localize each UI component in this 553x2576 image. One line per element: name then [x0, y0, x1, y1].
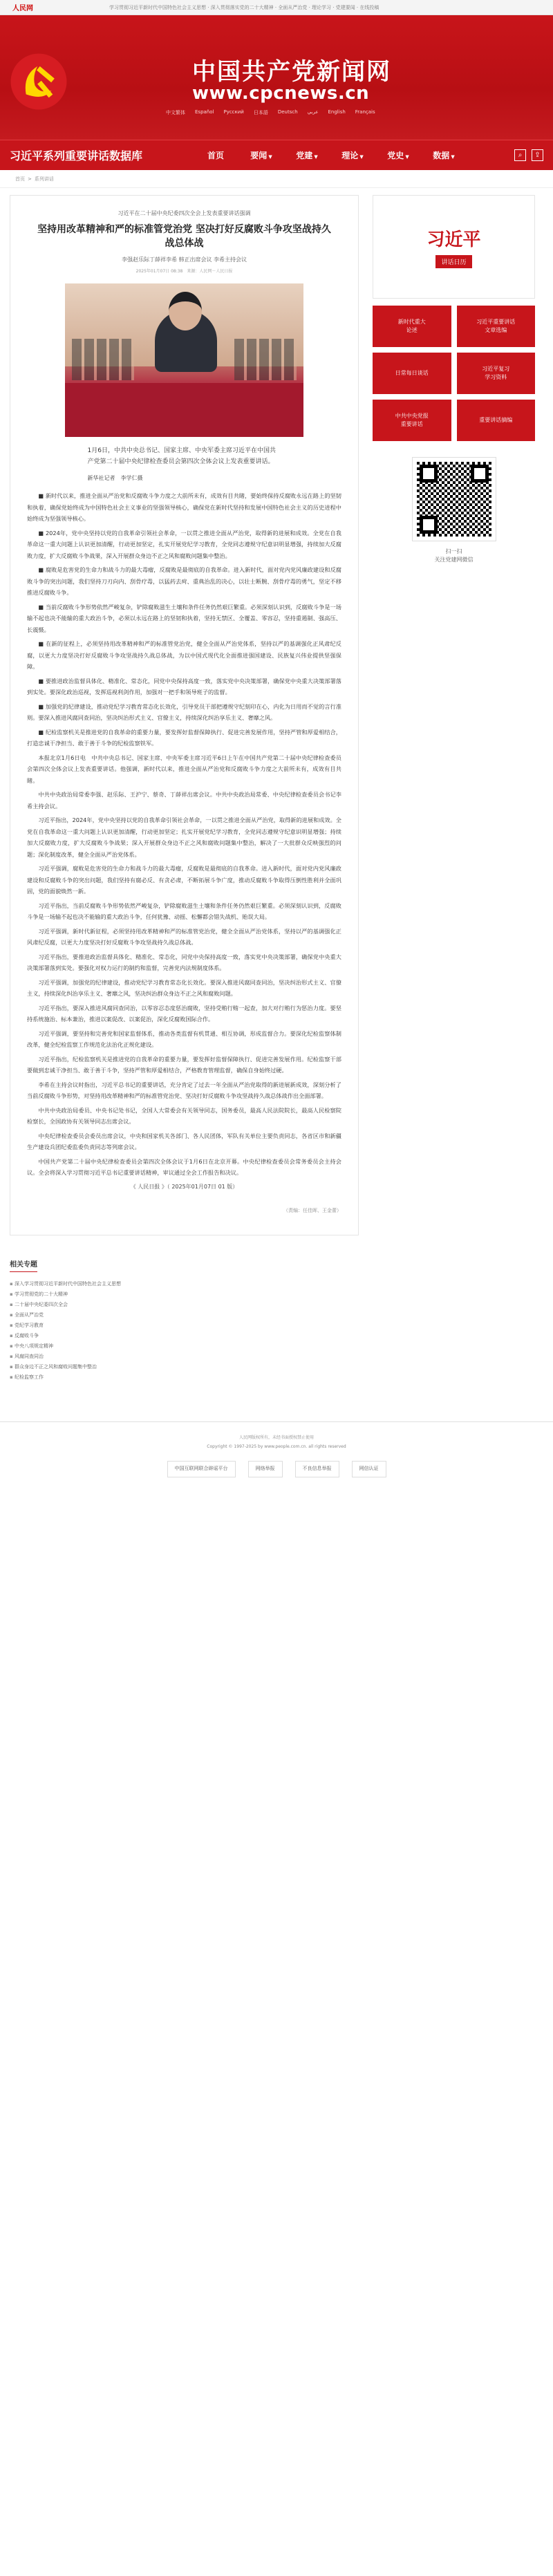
- related-title: 相关专题: [10, 1258, 37, 1272]
- language-link[interactable]: English: [328, 109, 346, 115]
- sidebar-tile[interactable]: 新时代重大 论述: [373, 306, 451, 347]
- chevron-down-icon: ▼: [451, 154, 455, 160]
- footer: [0, 1421, 553, 1488]
- breadcrumb-separator: >: [28, 176, 32, 182]
- sidebar: [373, 195, 535, 1235]
- article-paragraph: 习近平指出，2024年，党中央坚持以党的自我革命引领社会革命，一以贯之推进全面从严治党，取得新的进展和成效。全党在自我革命这一重大问题上认识更加清醒，行动更加坚定；扎实开展党纪学习教育，全党同志遵规守纪意识明显增强；持续加大反腐败力度，扩大反腐败斗争战果；深入开展群众身边不正之风和腐败问题集中整治，解决了一大批群众反映强烈的问题；深化制度改革，健全全面从严治党体系。: [27, 816, 341, 858]
- photo-caption: 1月6日，中共中央总书记、国家主席、中央军委主席习近平在中国共产党第二十届中央纪律检查委员会第四次全体会议上发表重要讲话。: [87, 447, 276, 465]
- nav-item-history[interactable]: 党史 ▼: [387, 151, 409, 160]
- language-link[interactable]: 日本語: [253, 110, 268, 115]
- language-link[interactable]: Français: [355, 109, 375, 115]
- article-headline: 坚持用改革精神和严的标准管党治党 坚决打好反腐败斗争攻坚战持久战总体战: [37, 224, 331, 249]
- language-link[interactable]: Русский: [223, 109, 244, 115]
- site-title: 中国共产党新闻网: [192, 58, 391, 86]
- related-link[interactable]: ▪ 反腐败斗争: [10, 1331, 359, 1341]
- chevron-down-icon: ▼: [405, 154, 409, 160]
- nav-item-data[interactable]: 数据 ▼: [433, 151, 455, 160]
- article-meta: 2025年01月07日 08:38 来源：人民网－人民日报: [135, 269, 233, 274]
- article-paragraph: 习近平强调，要坚持和完善党和国家监督体系，推动各类监督有机贯通、相互协调，形成监督合力。要深化纪检监察体制改革，健全纪检监察工作规范化法治化正规化建设。: [27, 1029, 341, 1048]
- article-paragraph: 习近平指出，要深入推进风腐同查同治，以零容忍态度惩治腐败，坚持受贿行贿一起查，加大对行贿行为惩治力度。要坚持系统施治、标本兼治，推进以案促改、以案促治，深化反腐败国际合作。: [27, 1004, 341, 1023]
- photo-byline: 新华社记者 李学仁摄: [87, 475, 143, 481]
- related-link[interactable]: ▪ 群众身边不正之风和腐败问题集中整治: [10, 1362, 359, 1372]
- site-url: www.cpcnews.cn: [192, 83, 370, 104]
- top-links[interactable]: 学习贯彻习近平新时代中国特色社会主义思想 · 深入贯彻落实党的二十大精神 · 全面从严治党 · 理论学习 · 党建要闻 · 在线投稿: [109, 4, 379, 10]
- footer-badge[interactable]: 中国互联网联合辟谣平台: [167, 1461, 236, 1477]
- nav-item-theory[interactable]: 理论 ▼: [341, 151, 364, 160]
- main-nav: [0, 140, 553, 170]
- related-topics: [10, 1256, 359, 1383]
- calendar-title: 习近平: [427, 230, 481, 250]
- related-link[interactable]: ▪ 学习贯彻党的二十大精神: [10, 1289, 359, 1300]
- article-photo: [65, 283, 303, 437]
- breadcrumb-home[interactable]: 首页: [15, 176, 25, 182]
- nav-item-home[interactable]: 首页: [207, 151, 224, 160]
- article-body: [27, 490, 341, 1179]
- article-paragraph: 习近平强调，新时代新征程，必须坚持用改革精神和严的标准管党治党，健全全面从严治党体系，坚持以严的基调强化正风肃纪反腐，以更大力度坚决打好反腐败斗争攻坚战持久战总体战。: [27, 927, 341, 946]
- article-editor: （责编：任佳晖、王金蕾）: [283, 1207, 341, 1213]
- article-paragraph: ■ 在新的征程上，必须坚持用改革精神和严的标准管党治党，健全全面从严治党体系，坚持以严的基调强化正风肃纪反腐，以更大力度坚决打好反腐败斗争攻坚战持久战总体战，为以中国式现代化全面推进强国建设、民族复兴伟业提供坚强保障。: [27, 640, 341, 670]
- search-icon[interactable]: ⌕: [514, 149, 526, 161]
- article-paragraph: ■ 加强党的纪律建设，推动党纪学习教育常态化长效化，引导党员干部把遵规守纪刻印在心，内化为日用而不觉的言行准则。要深入推进风腐同查同治，坚决纠治形式主义、官僚主义，持续深化纠治享乐主义、奢靡之风。: [27, 702, 341, 721]
- article-paragraph: ■ 腐败是危害党的生命力和战斗力的最大毒瘤，反腐败是最彻底的自我革命。进入新时代，面对党内党风廉政建设和反腐败斗争的突出问题，我们坚持刀刃向内、刮骨疗毒，以猛药去疴、重典治乱的决心，以壮士断腕、刮骨疗毒的勇气，坚定不移推进反腐败斗争。: [27, 566, 341, 596]
- footer-copyright: 人民网版权所有，未经书面授权禁止使用: [238, 1435, 314, 1440]
- people-logo[interactable]: 人民网: [12, 5, 33, 12]
- site-banner: [0, 15, 553, 140]
- language-link[interactable]: عربي: [307, 109, 319, 115]
- article-paragraph: ■ 新时代以来，推进全面从严治党和反腐败斗争力度之大前所未有，成效有目共睹，要始终保持反腐败永远在路上的坚韧和执着，确保党始终成为中国特色社会主义事业的坚强领导核心，确保党在新时代坚持和发展中国特色社会主义的历史进程中始终成为坚强领导核心。: [27, 492, 341, 522]
- footer-badge[interactable]: 不良信息举报: [295, 1461, 339, 1477]
- article-paragraph: 习近平强调，腐败是危害党的生命力和战斗力的最大毒瘤，反腐败是最彻底的自我革命。进入新时代，面对党内党风廉政建设和反腐败斗争的突出问题，我们坚持有腐必反、有贪必肃，不断拓展斗争广度，推动反腐败斗争取得压倒性胜利并全面巩固，党的面貌焕然一新。: [27, 865, 341, 895]
- article-kicker: 习近平在二十届中央纪委四次全会上发表重要讲话强调: [118, 210, 251, 216]
- sidebar-tile[interactable]: 重要讲话摘编: [457, 400, 536, 441]
- related-link[interactable]: ▪ 二十届中央纪委四次全会: [10, 1300, 359, 1310]
- footer-badge[interactable]: 网信认证: [352, 1461, 386, 1477]
- party-emblem-icon: [7, 50, 71, 113]
- related-link[interactable]: ▪ 党纪学习教育: [10, 1320, 359, 1331]
- article-paragraph: 习近平指出，要推进政治监督具体化、精准化、常态化，同党中央保持高度一致，落实党中央决策部署，确保党中央重大决策部署落到实处。要强化对权力运行的制约和监督，完善党内法规制度体系。: [27, 953, 341, 971]
- language-link[interactable]: 中文繁体: [166, 110, 185, 115]
- chevron-down-icon: ▼: [314, 154, 318, 160]
- related-link[interactable]: ▪ 中央八项规定精神: [10, 1341, 359, 1352]
- article: [10, 195, 359, 1235]
- article-paragraph: ■ 2024年，党中央坚持以党的自我革命引领社会革命，一以贯之推进全面从严治党，取得新的进展和成效。全党在自我革命这一重大问题上认识更加清醒，行动更加坚定，扎实开展党纪学习教育，全党同志遵规守纪意识明显增强，持续加大反腐败力度，扩大反腐败斗争战果，深入开展群众身边不正之风和腐败问题集中整治。: [27, 529, 341, 559]
- related-link[interactable]: ▪ 纪检监察工作: [10, 1372, 359, 1383]
- calendar-tag: 讲话日历: [435, 255, 471, 268]
- article-paragraph: ■ 当前反腐败斗争形势依然严峻复杂，铲除腐败滋生土壤和条件任务仍然艰巨繁重。必须深刻认识到，反腐败斗争是一场输不起也决不能输的重大政治斗争，必须以永远在路上的坚韧和执着，坚持无禁区、全覆盖、零容忍，坚持重遏制、强高压、长震慑。: [27, 603, 341, 633]
- related-link[interactable]: ▪ 风腐同查同治: [10, 1352, 359, 1362]
- article-paragraph: 中央纪律检查委员会委员出席会议，中央和国家机关各部门、各人民团体，军队有关单位主要负责同志，各省区市和新疆生产建设兵团纪委监委负责同志等列席会议。: [27, 1132, 341, 1150]
- article-paragraph: 中国共产党第二十届中央纪律检查委员会第四次全体会议于1月6日在北京开幕。中央纪律检查委员会常务委员会主持会议。全会将深入学习贯彻习近平总书记重要讲话精神，审议通过全会工作报告和决议。: [27, 1157, 341, 1176]
- article-source: 《 人民日报 》（ 2025年01月07日 01 版）: [130, 1183, 238, 1190]
- breadcrumb: [0, 170, 553, 188]
- article-paragraph: 习近平强调，加强党的纪律建设，推动党纪学习教育常态化长效化。要深入推进风腐同查同治，坚决纠治形式主义、官僚主义，持续深化纠治享乐主义、奢靡之风，坚决纠治群众身边不正之风和腐败问题。: [27, 978, 341, 997]
- calendar-banner[interactable]: [373, 195, 535, 299]
- article-paragraph: ■ 要推进政治监督具体化、精准化、常态化，同党中央保持高度一致，落实党中央决策部署，确保党中央重大决策部署落到实处。要深化政治巡视，发挥巡视利剑作用，加强对一把手和领导班子的监督。: [27, 677, 341, 696]
- footer-badge[interactable]: 网络举报: [248, 1461, 283, 1477]
- sidebar-tile[interactable]: 习近平重要讲话 文章选编: [457, 306, 536, 347]
- related-link[interactable]: ▪ 深入学习贯彻习近平新时代中国特色社会主义思想: [10, 1279, 359, 1289]
- top-bar: [0, 0, 553, 15]
- qr-caption: 扫一扫 关注党建网微信: [434, 548, 474, 563]
- article-paragraph: ■ 纪检监察机关是推进党的自我革命的重要力量，要发挥好监督保障执行、促进完善发展作用，坚持严管和厚爱相结合，打造忠诚干净担当、敢于善于斗争的纪检监察铁军。: [27, 728, 341, 747]
- article-subhead: 李强赵乐际丁薛祥李希 韩正出席会议 李希主持会议: [121, 256, 247, 263]
- related-link[interactable]: ▪ 全面从严治党: [10, 1310, 359, 1320]
- article-paragraph: 中共中央政治局常委李强、赵乐际、王沪宁、蔡奇、丁薛祥出席会议。中共中央政治局常委、中央纪律检查委员会书记李希主持会议。: [27, 791, 341, 810]
- language-link[interactable]: Deutsch: [277, 109, 298, 115]
- sidebar-tile[interactable]: 日常每日谈话: [373, 353, 451, 394]
- article-paragraph: 习近平指出，当前反腐败斗争形势依然严峻复杂，铲除腐败滋生土壤和条件任务仍然艰巨繁重。必须深刻认识到，反腐败斗争是一场输不起也决不能输的重大政治斗争，任何犹豫、动摇、松懈都会错失战机、贻误大局。: [27, 902, 341, 920]
- article-paragraph: 李希在主持会议时指出，习近平总书记的重要讲话，充分肯定了过去一年全面从严治党取得的新进展新成效，深刻分析了当前反腐败斗争形势，对坚持用改革精神和严的标准管党治党、坚决打好反腐败斗争攻坚战持久战总体战作出全面部署。: [27, 1081, 341, 1099]
- sidebar-tile[interactable]: 习近平复习 学习资料: [457, 353, 536, 394]
- chevron-down-icon: ▼: [359, 154, 364, 160]
- footer-copyright-en: Copyright © 1997-2025 by www.people.com.cn. all rights reserved: [207, 1444, 346, 1449]
- language-links: [166, 109, 375, 116]
- article-paragraph: 中共中央政治局委员、中央书记处书记，全国人大常委会有关领导同志，国务委员，最高人民法院院长，最高人民检察院检察长，全国政协有关领导同志出席会议。: [27, 1106, 341, 1125]
- qr-code-icon: [413, 458, 496, 541]
- sidebar-tile[interactable]: 中共中央党报 重要讲话: [373, 400, 451, 441]
- nav-item-news[interactable]: 要闻 ▼: [250, 151, 272, 160]
- language-link[interactable]: Español: [195, 109, 214, 115]
- article-paragraph: 本报北京1月6日电 中共中央总书记、国家主席、中央军委主席习近平6日上午在中国共产党第二十届中央纪律检查委员会第四次全体会议上发表重要讲话。他强调，新时代以来，推进全面从严治党和反腐败斗争力度之大前所未有，成效有目共睹。: [27, 754, 341, 784]
- article-paragraph: 习近平指出，纪检监察机关是推进党的自我革命的重要力量，要发挥好监督保障执行、促进完善发展作用。纪检监察干部要做到忠诚干净担当、敢于善于斗争，坚持严管和厚爱相结合，严格教育管理监督，确保自身始终过硬。: [27, 1055, 341, 1074]
- nav-item-party[interactable]: 党建 ▼: [296, 151, 318, 160]
- share-icon[interactable]: ⇪: [532, 149, 543, 161]
- chevron-down-icon: ▼: [268, 154, 272, 160]
- breadcrumb-current[interactable]: 系列讲话: [34, 176, 54, 182]
- section-title[interactable]: 习近平系列重要讲话数据库: [10, 149, 143, 162]
